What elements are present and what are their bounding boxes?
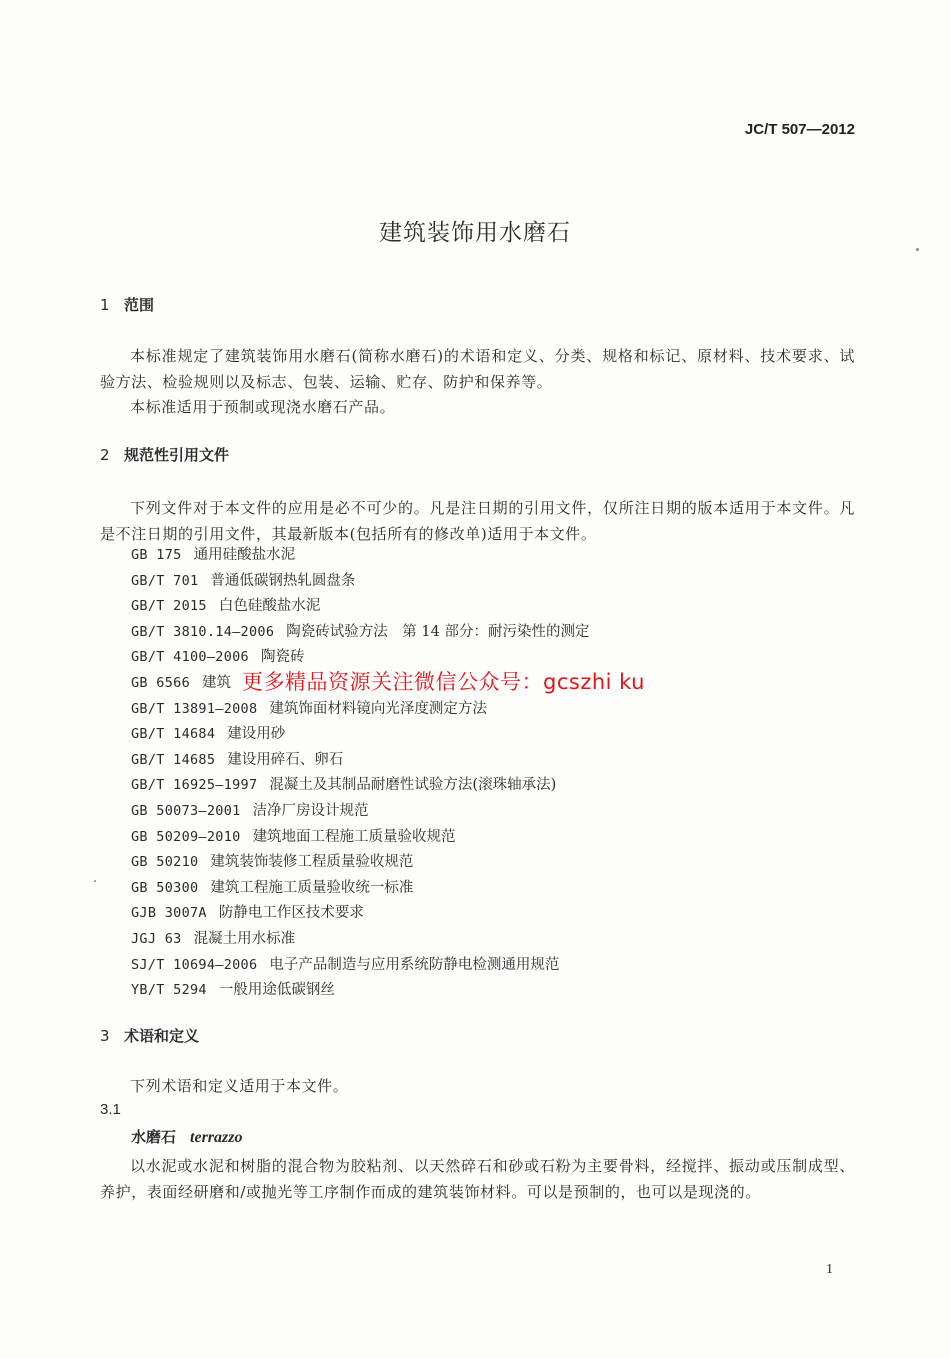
section-number: 1 — [100, 296, 110, 314]
scan-speck — [916, 248, 919, 251]
section-number: 3 — [100, 1027, 110, 1045]
scan-speck — [94, 880, 96, 882]
section-title: 术语和定义 — [124, 1027, 200, 1045]
page-number: 1 — [826, 1262, 833, 1277]
reference-item: SJ/T 10694—2006 电子产品制造与应用系统防静电检测通用规范 — [131, 956, 560, 973]
section-number: 2 — [100, 446, 110, 464]
references-intro: 下列文件对于本文件的应用是必不可少的。凡是注日期的引用文件，仅所注日期的版本适用于本文件。凡是不注日期的引用文件，其最新版本(包括所有的修改单)适用于本文件。 — [100, 499, 855, 543]
scope-paragraph: 本标准规定了建筑装饰用水磨石(简称水磨石)的术语和定义、分类、规格和标记、原材料、技术要求、试验方法、检验规则以及标志、包装、运输、贮存、防护和保养等。 — [100, 347, 855, 391]
term-definition: 以水泥或水泥和树脂的混合物为胶粘剂、以天然碎石和砂或石粉为主要骨料，经搅拌、振动或压制成型、养护，表面经研磨和/或抛光等工序制作而成的建筑装饰材料。可以是预制的，也可以是现浇的。 — [100, 1157, 855, 1201]
scope-applicability: 本标准适用于预制或现浇水磨石产品。 — [130, 398, 396, 416]
section-2-heading — [100, 444, 229, 465]
section-3-heading — [100, 1025, 199, 1046]
reference-item: GB/T 14685 建设用碎石、卵石 — [131, 751, 344, 768]
reference-item: GB/T 2015 白色硅酸盐水泥 — [131, 598, 321, 615]
reference-item: GB/T 16925—1997 混凝土及其制品耐磨性试验方法(滚珠轴承法) — [131, 777, 557, 794]
term-chinese: 水磨石 — [131, 1128, 177, 1146]
section-1-heading — [100, 294, 154, 315]
reference-item: JGJ 63 混凝土用水标准 — [131, 930, 296, 947]
document-title: 建筑装饰用水磨石 — [379, 220, 571, 246]
term-number: 3.1 — [100, 1101, 121, 1118]
reference-item: GB 175 通用硅酸盐水泥 — [131, 547, 296, 563]
reference-item: GB 50073—2001 洁净厂房设计规范 — [131, 802, 369, 819]
reference-item: GB/T 701 普通低碳钢热轧圆盘条 — [131, 572, 356, 589]
reference-item: GJB 3007A 防静电工作区技术要求 — [131, 905, 364, 922]
reference-item: GB 50209—2010 建筑地面工程施工质量验收规范 — [131, 828, 456, 845]
section-title: 范围 — [124, 296, 155, 314]
term-english: terrazzo — [190, 1129, 243, 1146]
reference-item: GB 50210 建筑装饰装修工程质量验收规范 — [131, 854, 414, 871]
terms-intro: 下列术语和定义适用于本文件。 — [130, 1077, 349, 1095]
reference-list — [131, 543, 589, 1004]
reference-item: GB/T 4100—2006 陶瓷砖 — [131, 649, 305, 666]
watermark-overlay: 更多精品资源关注微信公众号：gcszhi ku — [242, 670, 645, 694]
reference-item: GB/T 14684 建设用砂 — [131, 726, 286, 743]
reference-item: GB 50300 建筑工程施工质量验收统一标准 — [131, 879, 414, 896]
section-title: 规范性引用文件 — [124, 446, 230, 464]
reference-item: GB/T 3810.14—2006 陶瓷砖试验方法 第 14 部分：耐污染性的测定 — [131, 623, 590, 640]
standard-code: JC/T 507—2012 — [744, 121, 855, 138]
reference-item: YB/T 5294 一般用途低碳钢丝 — [131, 982, 335, 999]
reference-item: GB/T 13891—2008 建筑饰面材料镜向光泽度测定方法 — [131, 700, 487, 717]
term-entry — [131, 1126, 242, 1147]
reference-item: GB 6566 建筑 — [131, 674, 231, 691]
